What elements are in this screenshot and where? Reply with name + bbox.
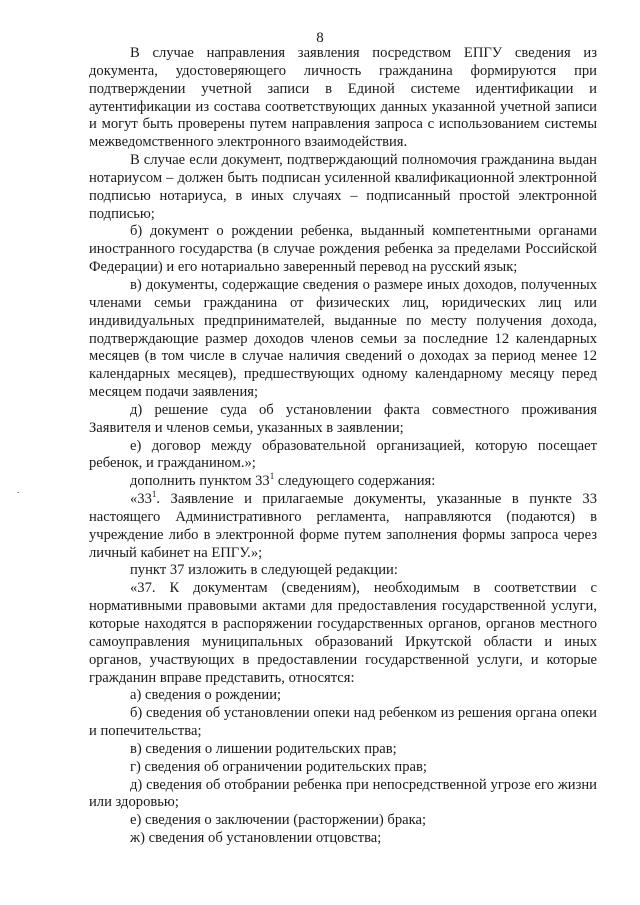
paragraph-point-33-1 xyxy=(89,491,597,562)
paragraph-epgu-identity: В случае направления заявления посредством ЕПГУ сведения из документа, удостоверяющего личность гражданина формируются при подтверждении учетной записи в Единой системе идентификации и аутентификации из состава соответствующих данных указанной учетной записи и могут быть проверены путем направления запроса с использованием системы межведомственного электронного взаимодействия. xyxy=(89,45,597,151)
paragraph-point-37-intro: пункт 37 изложить в следующей редакции: xyxy=(130,562,398,579)
superscript: 1 xyxy=(151,489,157,500)
superscript: 1 xyxy=(269,471,275,482)
add-point-tail: следующего содержания: xyxy=(274,473,436,490)
margin-mark: . xyxy=(17,485,20,495)
list-item-d: д) сведения об отобрании ребенка при непосредственной угрозе его жизни или здоровью; xyxy=(89,776,597,811)
list-item-e: е) сведения о заключении (расторжении) брака; xyxy=(130,812,427,829)
list-item-a: а) сведения о рождении; xyxy=(130,687,282,704)
list-item-b: б) сведения об установлении опеки над ребенком из решения органа опеки и попечительства; xyxy=(89,705,597,740)
document-body xyxy=(89,45,597,848)
add-point-text: дополнить пунктом 33 xyxy=(130,473,270,490)
point-33-1-head: «33 xyxy=(130,491,152,508)
paragraph-point-37: «37. К документам (сведениям), необходимым в соответствии с нормативными правовыми актами для предоставления государственной услуги, которые находятся в распоряжении государственных органов, органов местного самоуправления муниципальных образований Иркутской области и иных органов, участвующих в предоставлении государственной услуги, и которые гражданин вправе представить, относятся: xyxy=(89,580,597,686)
page-number: 8 xyxy=(316,30,324,46)
point-33-1-tail: . Заявление и прилагаемые документы, указанные в пункте 33 настоящего Административного регламента, направляются (подаются) в учреждение либо в электронной форме путем заполнения формы запроса через личный кабинет на ЕПГУ.»; xyxy=(89,491,597,561)
paragraph-item-e: е) договор между образовательной организацией, которую посещает ребенок, и гражданином.»; xyxy=(89,437,597,472)
paragraph-notary-signature: В случае если документ, подтверждающий полномочия гражданина выдан нотариусом – должен быть подписан усиленной квалификационной электронной подписью нотариуса, в иных случаях – подписанный простой электронной подписью; xyxy=(89,152,597,222)
list-item-g: г) сведения об ограничении родительских прав; xyxy=(130,758,427,775)
paragraph-item-b: б) документ о рождении ребенка, выданный компетентными органами иностранного государства (в случае рождения ребенка за пределами Российской Федерации) и его нотариально заверенный перевод на русский язык; xyxy=(89,223,597,276)
paragraph-item-d: д) решение суда об установлении факта совместного проживания Заявителя и членов семьи, указанных в заявлении; xyxy=(89,401,597,436)
list-item-v: в) сведения о лишении родительских прав; xyxy=(130,740,397,757)
list-item-zh: ж) сведения об установлении отцовства; xyxy=(130,830,382,847)
paragraph-item-v: в) документы, содержащие сведения о размере иных доходов, полученных членами семьи гражданина от физических лиц, юридических лиц или индивидуальных предпринимателей, выданные по месту получения дохода, подтверждающие размер доходов членов семьи за последние 12 календарных месяцев (в том числе в случае наличия сведений о доходах за период менее 12 календарных месяцев), предшествующих одному календарному месяцу перед месяцем подачи заявления; xyxy=(89,276,597,401)
paragraph-add-point-33-1 xyxy=(89,473,597,491)
